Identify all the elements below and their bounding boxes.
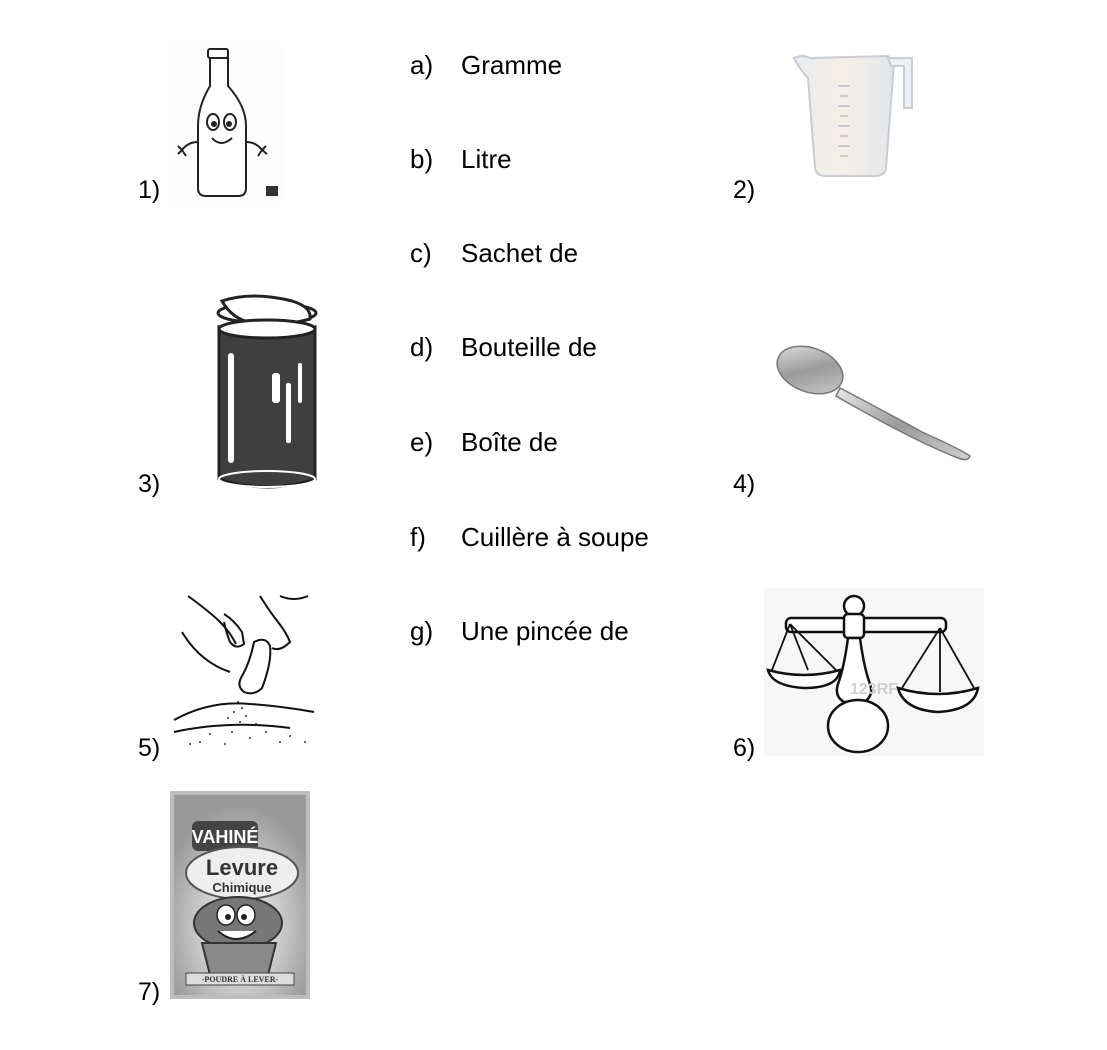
option-text: Litre	[461, 144, 512, 174]
option-a	[410, 51, 562, 79]
option-letter: a)	[410, 50, 434, 80]
item-number-6: 6)	[733, 734, 756, 762]
option-c	[410, 239, 578, 267]
option-letter: e)	[410, 427, 434, 457]
tin-can-icon	[212, 293, 322, 493]
option-text: Bouteille de	[461, 332, 597, 362]
scale-balance-icon	[764, 588, 984, 756]
item-number-2: 2)	[733, 176, 756, 204]
option-letter: b)	[410, 144, 434, 174]
watermark-text: 123RF	[850, 681, 899, 698]
item-number-5: 5)	[138, 734, 161, 762]
sachet-product-line1: Levure	[205, 855, 279, 880]
option-letter: g)	[410, 616, 434, 646]
option-text: Une pincée de	[461, 616, 629, 646]
measuring-jug-icon	[790, 50, 915, 178]
item-number-4: 4)	[733, 470, 756, 498]
bottle-icon	[168, 46, 283, 202]
sachet-product-line2: Chimique	[212, 880, 272, 895]
sachet-footer: -POUDRE À LEVER-	[201, 975, 279, 984]
sachet-brand: VAHINÉ	[191, 827, 259, 847]
yeast-sachet-icon	[170, 791, 310, 999]
option-d	[410, 333, 597, 361]
option-text: Gramme	[461, 50, 563, 80]
option-letter: f)	[410, 522, 426, 552]
option-letter: d)	[410, 332, 434, 362]
pinch-of-salt-icon	[170, 592, 318, 752]
option-text: Cuillère à soupe	[461, 522, 649, 552]
option-text: Boîte de	[461, 427, 558, 457]
spoon-icon	[772, 340, 976, 466]
item-number-1: 1)	[138, 176, 161, 204]
option-g	[410, 617, 629, 645]
option-text: Sachet de	[461, 238, 579, 268]
item-number-7: 7)	[138, 978, 161, 1006]
option-f	[410, 523, 649, 551]
option-e	[410, 428, 558, 456]
item-number-3: 3)	[138, 470, 161, 498]
option-b	[410, 145, 512, 173]
option-letter: c)	[410, 238, 432, 268]
